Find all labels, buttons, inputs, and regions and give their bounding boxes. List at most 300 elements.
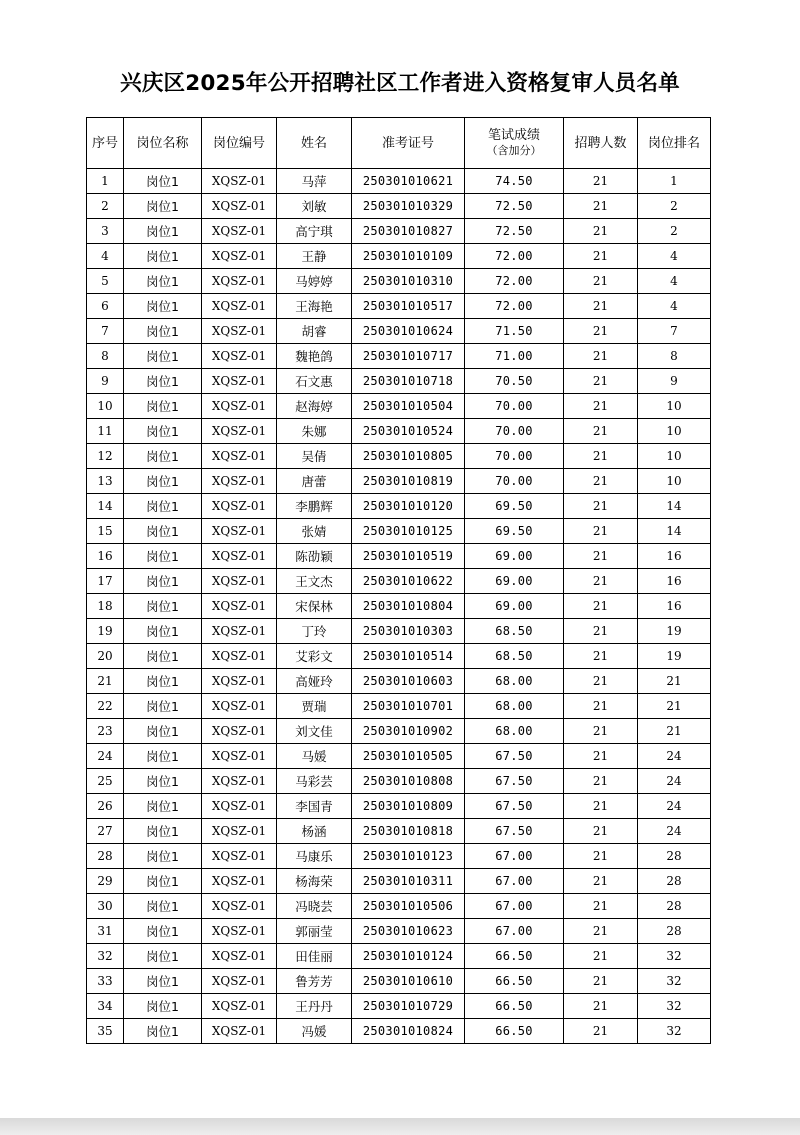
cell-ticket: 250301010717 — [352, 344, 465, 369]
cell-name: 冯晓芸 — [277, 894, 352, 919]
cell-seq: 23 — [87, 719, 124, 744]
table-row — [87, 1019, 711, 1044]
cell-post-code: XQSZ-01 — [202, 419, 277, 444]
cell-quota: 21 — [564, 769, 638, 794]
cell-quota: 21 — [564, 844, 638, 869]
table-row — [87, 719, 711, 744]
cell-post-name: 岗位1 — [124, 369, 202, 394]
table-row — [87, 369, 711, 394]
cell-post-code: XQSZ-01 — [202, 744, 277, 769]
cell-quota: 21 — [564, 494, 638, 519]
candidate-table — [86, 117, 711, 1044]
cell-ticket: 250301010125 — [352, 519, 465, 544]
cell-ticket: 250301010827 — [352, 219, 465, 244]
cell-rank: 21 — [638, 719, 711, 744]
header-quota: 招聘人数 — [564, 118, 638, 169]
cell-seq: 3 — [87, 219, 124, 244]
table-row — [87, 219, 711, 244]
cell-seq: 21 — [87, 669, 124, 694]
header-seq: 序号 — [87, 118, 124, 169]
cell-post-name: 岗位1 — [124, 944, 202, 969]
cell-score: 69.00 — [465, 594, 564, 619]
cell-score: 67.50 — [465, 794, 564, 819]
cell-post-code: XQSZ-01 — [202, 569, 277, 594]
table-row — [87, 694, 711, 719]
cell-post-name: 岗位1 — [124, 244, 202, 269]
cell-quota: 21 — [564, 944, 638, 969]
cell-name: 冯媛 — [277, 1019, 352, 1044]
table-row — [87, 519, 711, 544]
cell-rank: 14 — [638, 494, 711, 519]
cell-score: 72.00 — [465, 294, 564, 319]
cell-score: 69.00 — [465, 544, 564, 569]
cell-name: 马康乐 — [277, 844, 352, 869]
cell-score: 70.00 — [465, 419, 564, 444]
cell-name: 鲁芳芳 — [277, 969, 352, 994]
cell-name: 宋保林 — [277, 594, 352, 619]
cell-score: 67.50 — [465, 819, 564, 844]
table-row — [87, 969, 711, 994]
table-row — [87, 169, 711, 194]
cell-ticket: 250301010818 — [352, 819, 465, 844]
cell-rank: 32 — [638, 994, 711, 1019]
cell-post-code: XQSZ-01 — [202, 669, 277, 694]
cell-rank: 32 — [638, 969, 711, 994]
header-ticket: 准考证号 — [352, 118, 465, 169]
cell-post-code: XQSZ-01 — [202, 369, 277, 394]
cell-ticket: 250301010109 — [352, 244, 465, 269]
cell-ticket: 250301010124 — [352, 944, 465, 969]
cell-post-name: 岗位1 — [124, 819, 202, 844]
cell-post-name: 岗位1 — [124, 619, 202, 644]
cell-rank: 14 — [638, 519, 711, 544]
cell-score: 74.50 — [465, 169, 564, 194]
cell-seq: 2 — [87, 194, 124, 219]
cell-post-name: 岗位1 — [124, 269, 202, 294]
cell-rank: 21 — [638, 694, 711, 719]
cell-post-name: 岗位1 — [124, 894, 202, 919]
cell-rank: 19 — [638, 644, 711, 669]
cell-rank: 28 — [638, 919, 711, 944]
table-row — [87, 394, 711, 419]
table-row — [87, 744, 711, 769]
cell-name: 马婷婷 — [277, 269, 352, 294]
cell-name: 李国青 — [277, 794, 352, 819]
cell-seq: 25 — [87, 769, 124, 794]
table-row — [87, 794, 711, 819]
cell-ticket: 250301010303 — [352, 619, 465, 644]
cell-post-code: XQSZ-01 — [202, 919, 277, 944]
cell-rank: 16 — [638, 544, 711, 569]
cell-score: 70.50 — [465, 369, 564, 394]
cell-ticket: 250301010718 — [352, 369, 465, 394]
cell-quota: 21 — [564, 369, 638, 394]
cell-rank: 4 — [638, 294, 711, 319]
cell-quota: 21 — [564, 544, 638, 569]
cell-post-name: 岗位1 — [124, 994, 202, 1019]
cell-ticket: 250301010123 — [352, 844, 465, 869]
header-score-note: （含加分） — [486, 144, 542, 157]
cell-rank: 1 — [638, 169, 711, 194]
cell-score: 72.00 — [465, 244, 564, 269]
cell-post-code: XQSZ-01 — [202, 469, 277, 494]
cell-score: 67.00 — [465, 894, 564, 919]
cell-rank: 28 — [638, 894, 711, 919]
cell-quota: 21 — [564, 719, 638, 744]
table-row — [87, 919, 711, 944]
cell-quota: 21 — [564, 869, 638, 894]
table-row — [87, 644, 711, 669]
cell-score: 66.50 — [465, 1019, 564, 1044]
cell-name: 王文杰 — [277, 569, 352, 594]
cell-rank: 4 — [638, 244, 711, 269]
cell-rank: 24 — [638, 819, 711, 844]
cell-score: 67.50 — [465, 769, 564, 794]
cell-ticket: 250301010506 — [352, 894, 465, 919]
cell-score: 67.00 — [465, 844, 564, 869]
cell-post-code: XQSZ-01 — [202, 694, 277, 719]
table-row — [87, 819, 711, 844]
cell-seq: 12 — [87, 444, 124, 469]
cell-seq: 19 — [87, 619, 124, 644]
cell-name: 贾瑞 — [277, 694, 352, 719]
cell-rank: 16 — [638, 594, 711, 619]
cell-quota: 21 — [564, 594, 638, 619]
cell-quota: 21 — [564, 894, 638, 919]
cell-ticket: 250301010819 — [352, 469, 465, 494]
cell-ticket: 250301010504 — [352, 394, 465, 419]
cell-name: 石文惠 — [277, 369, 352, 394]
cell-name: 唐蕾 — [277, 469, 352, 494]
cell-post-name: 岗位1 — [124, 594, 202, 619]
cell-ticket: 250301010824 — [352, 1019, 465, 1044]
cell-quota: 21 — [564, 694, 638, 719]
cell-seq: 22 — [87, 694, 124, 719]
cell-rank: 24 — [638, 769, 711, 794]
cell-quota: 21 — [564, 819, 638, 844]
cell-rank: 9 — [638, 369, 711, 394]
cell-ticket: 250301010517 — [352, 294, 465, 319]
cell-score: 66.50 — [465, 969, 564, 994]
header-rank: 岗位排名 — [638, 118, 711, 169]
cell-seq: 1 — [87, 169, 124, 194]
cell-quota: 21 — [564, 619, 638, 644]
cell-ticket: 250301010505 — [352, 744, 465, 769]
cell-name: 张婧 — [277, 519, 352, 544]
cell-rank: 32 — [638, 944, 711, 969]
cell-post-name: 岗位1 — [124, 444, 202, 469]
cell-quota: 21 — [564, 1019, 638, 1044]
cell-rank: 4 — [638, 269, 711, 294]
cell-quota: 21 — [564, 994, 638, 1019]
cell-score: 70.00 — [465, 444, 564, 469]
table-row — [87, 769, 711, 794]
cell-quota: 21 — [564, 194, 638, 219]
cell-post-name: 岗位1 — [124, 869, 202, 894]
cell-name: 赵海婷 — [277, 394, 352, 419]
cell-quota: 21 — [564, 969, 638, 994]
cell-name: 杨涵 — [277, 819, 352, 844]
cell-post-code: XQSZ-01 — [202, 894, 277, 919]
cell-ticket: 250301010729 — [352, 994, 465, 1019]
cell-name: 艾彩文 — [277, 644, 352, 669]
cell-quota: 21 — [564, 444, 638, 469]
table-row — [87, 844, 711, 869]
cell-quota: 21 — [564, 569, 638, 594]
cell-score: 68.00 — [465, 694, 564, 719]
cell-seq: 8 — [87, 344, 124, 369]
cell-seq: 33 — [87, 969, 124, 994]
cell-quota: 21 — [564, 744, 638, 769]
cell-post-code: XQSZ-01 — [202, 969, 277, 994]
cell-post-code: XQSZ-01 — [202, 594, 277, 619]
cell-seq: 35 — [87, 1019, 124, 1044]
cell-rank: 28 — [638, 844, 711, 869]
cell-score: 71.50 — [465, 319, 564, 344]
cell-rank: 28 — [638, 869, 711, 894]
cell-seq: 31 — [87, 919, 124, 944]
cell-seq: 32 — [87, 944, 124, 969]
cell-seq: 28 — [87, 844, 124, 869]
cell-rank: 2 — [638, 194, 711, 219]
cell-name: 吴倩 — [277, 444, 352, 469]
cell-quota: 21 — [564, 294, 638, 319]
cell-post-name: 岗位1 — [124, 719, 202, 744]
cell-quota: 21 — [564, 169, 638, 194]
cell-seq: 18 — [87, 594, 124, 619]
cell-post-name: 岗位1 — [124, 1019, 202, 1044]
cell-score: 68.50 — [465, 644, 564, 669]
cell-post-code: XQSZ-01 — [202, 244, 277, 269]
cell-rank: 7 — [638, 319, 711, 344]
cell-ticket: 250301010902 — [352, 719, 465, 744]
cell-ticket: 250301010701 — [352, 694, 465, 719]
cell-quota: 21 — [564, 419, 638, 444]
cell-post-name: 岗位1 — [124, 769, 202, 794]
cell-seq: 34 — [87, 994, 124, 1019]
cell-post-name: 岗位1 — [124, 394, 202, 419]
cell-ticket: 250301010804 — [352, 594, 465, 619]
cell-post-name: 岗位1 — [124, 544, 202, 569]
cell-rank: 8 — [638, 344, 711, 369]
table-row — [87, 669, 711, 694]
table-row — [87, 544, 711, 569]
table-row — [87, 994, 711, 1019]
cell-quota: 21 — [564, 794, 638, 819]
table-row — [87, 894, 711, 919]
cell-ticket: 250301010310 — [352, 269, 465, 294]
table-row — [87, 569, 711, 594]
cell-score: 66.50 — [465, 994, 564, 1019]
cell-post-name: 岗位1 — [124, 744, 202, 769]
document-title: 兴庆区2025年公开招聘社区工作者进入资格复审人员名单 — [120, 71, 680, 96]
header-post-code: 岗位编号 — [202, 118, 277, 169]
cell-name: 王海艳 — [277, 294, 352, 319]
cell-seq: 17 — [87, 569, 124, 594]
table-row — [87, 319, 711, 344]
cell-post-code: XQSZ-01 — [202, 319, 277, 344]
cell-seq: 4 — [87, 244, 124, 269]
cell-ticket: 250301010603 — [352, 669, 465, 694]
cell-name: 刘敏 — [277, 194, 352, 219]
cell-rank: 19 — [638, 619, 711, 644]
cell-post-name: 岗位1 — [124, 519, 202, 544]
table-row — [87, 494, 711, 519]
cell-name: 郭丽莹 — [277, 919, 352, 944]
cell-post-name: 岗位1 — [124, 694, 202, 719]
table-row — [87, 419, 711, 444]
cell-post-name: 岗位1 — [124, 919, 202, 944]
cell-post-name: 岗位1 — [124, 344, 202, 369]
cell-post-code: XQSZ-01 — [202, 794, 277, 819]
cell-post-code: XQSZ-01 — [202, 719, 277, 744]
cell-post-code: XQSZ-01 — [202, 769, 277, 794]
cell-seq: 13 — [87, 469, 124, 494]
cell-quota: 21 — [564, 244, 638, 269]
cell-seq: 5 — [87, 269, 124, 294]
cell-score: 67.00 — [465, 869, 564, 894]
cell-seq: 24 — [87, 744, 124, 769]
cell-post-code: XQSZ-01 — [202, 519, 277, 544]
cell-post-code: XQSZ-01 — [202, 494, 277, 519]
cell-post-code: XQSZ-01 — [202, 994, 277, 1019]
cell-score: 67.00 — [465, 919, 564, 944]
cell-post-code: XQSZ-01 — [202, 644, 277, 669]
table-row — [87, 344, 711, 369]
cell-post-code: XQSZ-01 — [202, 194, 277, 219]
cell-score: 68.00 — [465, 719, 564, 744]
cell-rank: 2 — [638, 219, 711, 244]
cell-name: 王静 — [277, 244, 352, 269]
cell-name: 胡睿 — [277, 319, 352, 344]
cell-score: 69.00 — [465, 569, 564, 594]
cell-ticket: 250301010524 — [352, 419, 465, 444]
cell-post-name: 岗位1 — [124, 644, 202, 669]
cell-seq: 26 — [87, 794, 124, 819]
cell-rank: 16 — [638, 569, 711, 594]
cell-rank: 21 — [638, 669, 711, 694]
cell-ticket: 250301010120 — [352, 494, 465, 519]
cell-post-name: 岗位1 — [124, 419, 202, 444]
cell-quota: 21 — [564, 319, 638, 344]
header-score-label: 笔试成绩 — [487, 128, 540, 143]
cell-seq: 6 — [87, 294, 124, 319]
cell-post-name: 岗位1 — [124, 319, 202, 344]
cell-ticket: 250301010519 — [352, 544, 465, 569]
cell-name: 丁玲 — [277, 619, 352, 644]
cell-ticket: 250301010808 — [352, 769, 465, 794]
cell-seq: 9 — [87, 369, 124, 394]
cell-ticket: 250301010514 — [352, 644, 465, 669]
table-row — [87, 269, 711, 294]
cell-name: 马媛 — [277, 744, 352, 769]
cell-ticket: 250301010329 — [352, 194, 465, 219]
cell-name: 刘文佳 — [277, 719, 352, 744]
cell-ticket: 250301010809 — [352, 794, 465, 819]
cell-post-name: 岗位1 — [124, 294, 202, 319]
table-body — [87, 169, 711, 1044]
cell-seq: 16 — [87, 544, 124, 569]
cell-seq: 14 — [87, 494, 124, 519]
header-post-name: 岗位名称 — [124, 118, 202, 169]
cell-post-name: 岗位1 — [124, 669, 202, 694]
cell-post-code: XQSZ-01 — [202, 344, 277, 369]
cell-rank: 24 — [638, 794, 711, 819]
cell-name: 杨海荣 — [277, 869, 352, 894]
cell-name: 李鹏辉 — [277, 494, 352, 519]
cell-rank: 10 — [638, 419, 711, 444]
cell-seq: 10 — [87, 394, 124, 419]
cell-name: 高娅玲 — [277, 669, 352, 694]
table-row — [87, 469, 711, 494]
cell-quota: 21 — [564, 644, 638, 669]
cell-post-name: 岗位1 — [124, 219, 202, 244]
cell-post-name: 岗位1 — [124, 844, 202, 869]
cell-post-code: XQSZ-01 — [202, 1019, 277, 1044]
cell-seq: 27 — [87, 819, 124, 844]
cell-rank: 10 — [638, 444, 711, 469]
cell-ticket: 250301010805 — [352, 444, 465, 469]
cell-post-code: XQSZ-01 — [202, 394, 277, 419]
cell-name: 高宁琪 — [277, 219, 352, 244]
table-row — [87, 594, 711, 619]
cell-post-name: 岗位1 — [124, 794, 202, 819]
cell-name: 陈劭颖 — [277, 544, 352, 569]
table-row — [87, 244, 711, 269]
table-row — [87, 294, 711, 319]
cell-name: 田佳丽 — [277, 944, 352, 969]
cell-score: 72.00 — [465, 269, 564, 294]
cell-post-code: XQSZ-01 — [202, 544, 277, 569]
cell-post-code: XQSZ-01 — [202, 869, 277, 894]
cell-score: 70.00 — [465, 394, 564, 419]
header-name: 姓名 — [277, 118, 352, 169]
cell-score: 72.50 — [465, 219, 564, 244]
cell-rank: 32 — [638, 1019, 711, 1044]
table-row — [87, 619, 711, 644]
header-score — [465, 118, 564, 169]
cell-post-code: XQSZ-01 — [202, 294, 277, 319]
cell-ticket: 250301010610 — [352, 969, 465, 994]
cell-quota: 21 — [564, 394, 638, 419]
cell-post-code: XQSZ-01 — [202, 619, 277, 644]
cell-name: 魏艳鸽 — [277, 344, 352, 369]
cell-post-code: XQSZ-01 — [202, 444, 277, 469]
cell-score: 69.50 — [465, 494, 564, 519]
cell-post-code: XQSZ-01 — [202, 819, 277, 844]
cell-score: 68.00 — [465, 669, 564, 694]
cell-rank: 10 — [638, 394, 711, 419]
table-row — [87, 869, 711, 894]
cell-score: 70.00 — [465, 469, 564, 494]
cell-quota: 21 — [564, 919, 638, 944]
cell-quota: 21 — [564, 469, 638, 494]
cell-post-code: XQSZ-01 — [202, 844, 277, 869]
cell-score: 71.00 — [465, 344, 564, 369]
cell-quota: 21 — [564, 269, 638, 294]
table-header-row — [87, 118, 711, 169]
cell-name: 马萍 — [277, 169, 352, 194]
cell-ticket: 250301010621 — [352, 169, 465, 194]
cell-score: 68.50 — [465, 619, 564, 644]
cell-quota: 21 — [564, 219, 638, 244]
cell-quota: 21 — [564, 344, 638, 369]
cell-rank: 10 — [638, 469, 711, 494]
cell-name: 王丹丹 — [277, 994, 352, 1019]
cell-post-code: XQSZ-01 — [202, 169, 277, 194]
cell-post-name: 岗位1 — [124, 969, 202, 994]
cell-score: 66.50 — [465, 944, 564, 969]
